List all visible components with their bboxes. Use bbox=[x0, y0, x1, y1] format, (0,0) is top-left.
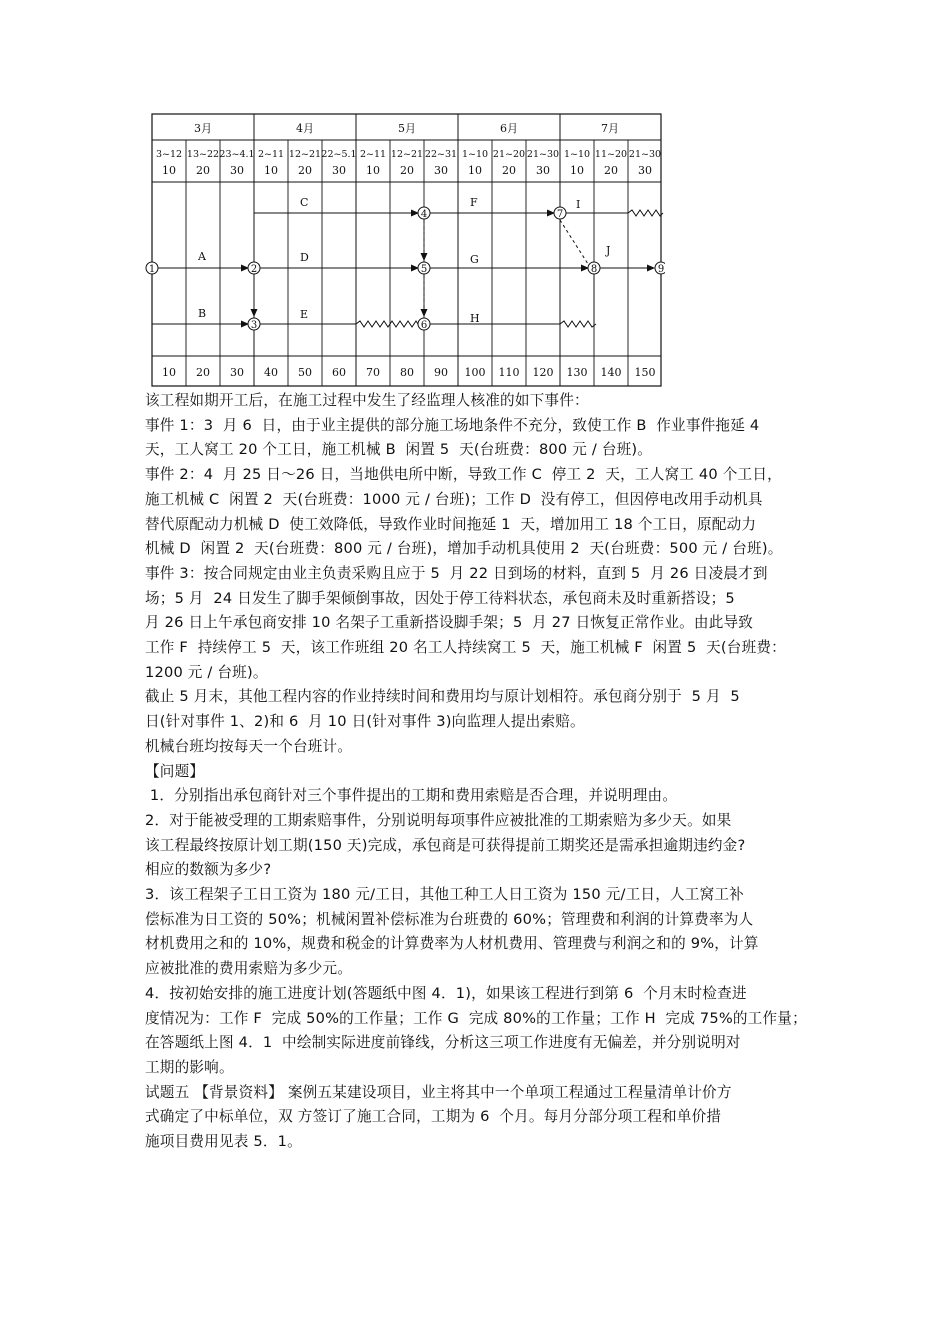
period-label: 2~11 bbox=[359, 149, 387, 160]
footer-day: 10 bbox=[162, 366, 176, 379]
month-label: 4月 bbox=[296, 122, 314, 135]
text-line: 1200 元 / 台班)。 bbox=[145, 663, 268, 681]
activity-label: H bbox=[470, 312, 480, 325]
footer-day: 50 bbox=[298, 366, 312, 379]
period-label: 1~10 bbox=[563, 149, 591, 160]
text-line: 施项目费用见表 5．1。 bbox=[145, 1133, 302, 1151]
period-label: 23~4.1 bbox=[219, 149, 255, 160]
footer-day: 70 bbox=[366, 366, 380, 379]
period-days: 10 bbox=[570, 164, 584, 177]
footer-day: 30 bbox=[230, 366, 244, 379]
node-number: 8 bbox=[590, 264, 598, 275]
footer-day: 20 bbox=[196, 366, 210, 379]
period-days: 20 bbox=[400, 164, 414, 177]
period-label: 22~31 bbox=[424, 149, 458, 160]
period-days: 20 bbox=[604, 164, 618, 177]
text-line: 该工程如期开工后，在施工过程中发生了经监理人核准的如下事件： bbox=[145, 392, 589, 409]
node-number: 4 bbox=[420, 209, 428, 220]
period-label: 12~21 bbox=[288, 149, 322, 160]
period-days: 30 bbox=[536, 164, 550, 177]
period-label: 2~11 bbox=[257, 149, 285, 160]
footer-day: 80 bbox=[400, 366, 414, 379]
activity-label: C bbox=[300, 196, 309, 209]
text-line: 机械台班均按每天一个台班计。 bbox=[145, 737, 353, 755]
footer-day: 130 bbox=[566, 366, 588, 379]
text-line: 在答题纸上图 4．1 中绘制实际进度前锋线，分析这三项工作进度有无偏差，并分别说明对 bbox=[145, 1034, 741, 1052]
node-number: 6 bbox=[420, 320, 428, 331]
text-line: 事件 1：3 月 6 日，由于业主提供的部分施工场地条件不充分，致使工作 B 作业事件拖延 4 bbox=[145, 416, 760, 434]
month-label: 5月 bbox=[398, 122, 416, 135]
text-line: 施工机械 C 闲置 2 天(台班费：1000 元 / 台班)；工作 D 没有停工，但因停电改用手动机具 bbox=[145, 490, 763, 508]
text-line: 【问题】 bbox=[145, 762, 205, 780]
period-days: 30 bbox=[434, 164, 448, 177]
text-line: 机械 D 闲置 2 天(台班费：800 元 / 台班)，增加手动机具使用 2 天(台班费：500 元 / 台班)。 bbox=[145, 540, 783, 558]
activity-label: D bbox=[300, 251, 309, 264]
period-days: 30 bbox=[230, 164, 244, 177]
month-label: 3月 bbox=[194, 122, 212, 135]
period-days: 20 bbox=[196, 164, 210, 177]
text-line: 偿标准为日工资的 50%；机械闲置补偿标准为台班费的 60%；管理费和利润的计算费率为人 bbox=[145, 910, 754, 928]
activity-e-float bbox=[356, 321, 428, 327]
period-label: 3~12 bbox=[155, 149, 183, 160]
text-line: 4．按初始安排的施工进度计划(答题纸中图 4．1)，如果该工程进行到第 6 个月末时检查进 bbox=[145, 984, 747, 1002]
text-line: 事件 3：按合同规定由业主负责采购且应于 5 月 22 日到场的材料，直到 5 月 26 日凌晨才到 bbox=[145, 564, 768, 582]
period-label: 21~30 bbox=[628, 149, 662, 160]
text-line: 应被批准的费用索赔为多少元。 bbox=[145, 960, 353, 978]
month-label: 6月 bbox=[500, 122, 518, 135]
month-label: 7月 bbox=[601, 122, 619, 135]
footer-day: 100 bbox=[464, 366, 486, 379]
activity-label: A bbox=[198, 250, 206, 263]
period-days: 20 bbox=[502, 164, 516, 177]
activity-label: J bbox=[606, 244, 611, 257]
activity-label: F bbox=[470, 196, 478, 209]
period-label: 21~20 bbox=[492, 149, 526, 160]
activity-label: G bbox=[470, 253, 479, 266]
period-days: 10 bbox=[366, 164, 380, 177]
node-number: 7 bbox=[556, 209, 564, 220]
footer-day: 40 bbox=[264, 366, 278, 379]
text-line: 月 26 日上午承包商安排 10 名架子工重新搭设脚手架；5 月 27 日恢复正常作业。由此导致 bbox=[145, 614, 754, 632]
text-line: 材机费用之和的 10%，规费和税金的计算费率为人材机费用、管理费与利润之和的 9%，计算 bbox=[145, 935, 759, 953]
text-line: 该工程最终按原计划工期(150 天)完成，承包商是可获得提前工期奖还是需承担逾期违约金? bbox=[145, 836, 746, 854]
footer-day: 90 bbox=[434, 366, 448, 379]
node-number: 2 bbox=[250, 264, 258, 275]
period-label: 1~10 bbox=[461, 149, 489, 160]
text-line: 度情况为：工作 F 完成 50%的工作量；工作 G 完成 80%的工作量；工作 H 完成 75%的工作量； bbox=[145, 1009, 807, 1027]
text-line: 事件 2：4 月 25 日～26 日，当地供电所中断，导致工作 C 停工 2 天，工人窝工 40 个工日， bbox=[145, 466, 782, 484]
footer-day: 110 bbox=[498, 366, 520, 379]
period-label: 11~20 bbox=[594, 149, 628, 160]
node-number: 5 bbox=[420, 264, 428, 275]
period-days: 30 bbox=[638, 164, 652, 177]
text-line: 工期的影响。 bbox=[145, 1058, 234, 1076]
period-days: 10 bbox=[162, 164, 176, 177]
dummy-7-8 bbox=[560, 220, 588, 264]
text-line: 2．对于能被受理的工期索赔事件，分别说明每项事件应被批准的工期索赔为多少天。如果 bbox=[145, 811, 732, 829]
period-days: 10 bbox=[468, 164, 482, 177]
period-label: 12~21 bbox=[390, 149, 424, 160]
text-line: 替代原配动力机械 D 使工效降低，导致作业时间拖延 1 天，增加用工 18 个工日，原配动力 bbox=[145, 515, 757, 533]
text-line: 截止 5 月末，其他工程内容的作业持续时间和费用均与原计划相符。承包商分别于 5 月 5 bbox=[145, 688, 740, 706]
footer-day: 120 bbox=[532, 366, 554, 379]
document-body bbox=[145, 389, 945, 1155]
text-line: 试题五 【背景资料】 案例五某建设项目，业主将其中一个单项工程通过工程量清单计价方 bbox=[145, 1083, 732, 1101]
text-line: 3．该工程架子工日工资为 180 元/工日，其他工种工人日工资为 150 元/工日，人工窝工补 bbox=[145, 886, 744, 904]
node-number: 9 bbox=[657, 264, 665, 275]
period-label: 21~30 bbox=[526, 149, 560, 160]
activity-h-float bbox=[560, 321, 596, 327]
activity-label: E bbox=[300, 308, 309, 321]
text-line: 天，工人窝工 20 个工日，施工机械 B 闲置 5 天(台班费：800 元 / 台班)。 bbox=[145, 441, 653, 459]
period-label: 22~5.1 bbox=[321, 149, 357, 160]
period-days: 20 bbox=[298, 164, 312, 177]
text-line: 工作 F 持续停工 5 天，该工作班组 20 名工人持续窝工 5 天，施工机械 F 闲置 5 天(台班费： bbox=[145, 639, 786, 657]
text-line: 1．分别指出承包商针对三个事件提出的工期和费用索赔是否合理，并说明理由。 bbox=[145, 787, 678, 805]
activity-label: I bbox=[576, 198, 581, 211]
footer-day: 140 bbox=[600, 366, 622, 379]
period-days: 10 bbox=[264, 164, 278, 177]
text-line: 相应的数额为多少? bbox=[145, 861, 272, 879]
text-line: 式确定了中标单位，双 方签订了施工合同，工期为 6 个月。每月分部分项工程和单价措 bbox=[145, 1108, 722, 1126]
time-scaled-network-diagram bbox=[140, 108, 665, 388]
node-number: 3 bbox=[250, 320, 258, 331]
text-line: 日(针对事件 1、2)和 6 月 10 日(针对事件 3)向监理人提出索赔。 bbox=[145, 713, 585, 731]
node-number: 1 bbox=[148, 264, 156, 275]
period-label: 13~22 bbox=[186, 149, 220, 160]
period-days: 30 bbox=[332, 164, 346, 177]
footer-day: 150 bbox=[634, 366, 656, 379]
text-line: 场；5 月 24 日发生了脚手架倾倒事故，因处于停工待料状态，承包商未及时重新搭设；5 bbox=[145, 589, 735, 607]
activity-i-float bbox=[628, 210, 663, 216]
footer-day: 60 bbox=[332, 366, 346, 379]
activity-label: B bbox=[198, 307, 207, 320]
